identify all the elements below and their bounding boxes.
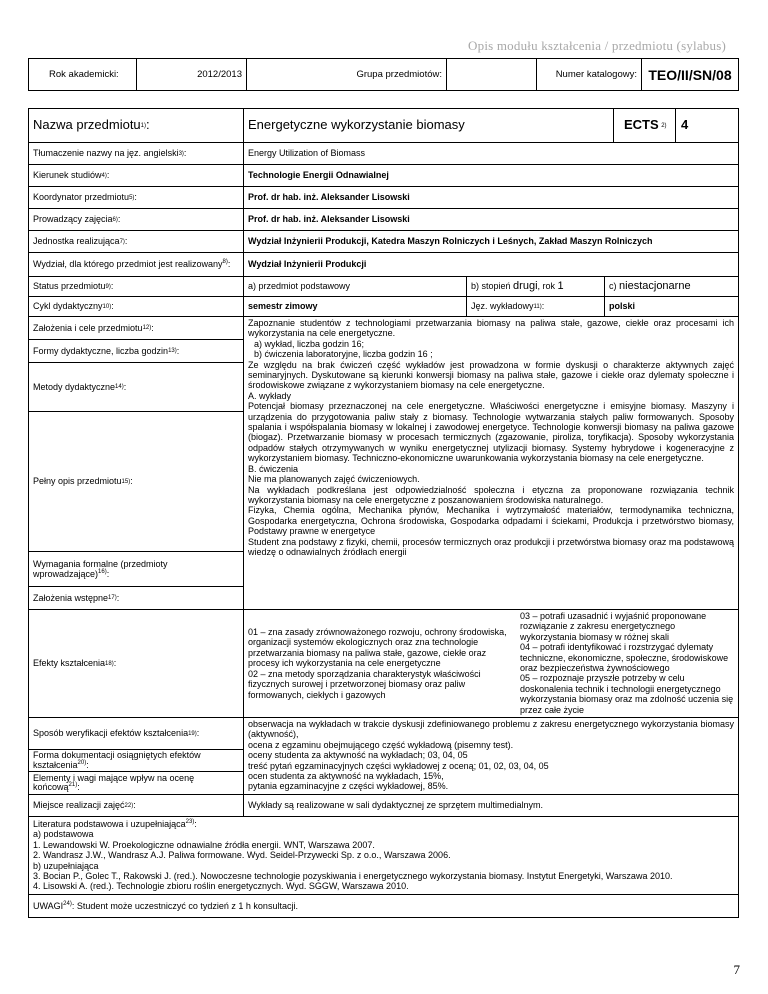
- metody-label: Metody dydaktyczne 14) :: [29, 363, 243, 412]
- zalozenia-wstepne-text: Student zna podstawy z fizyki, chemii, procesów termicznych oraz produkcji i przetwórstwa biomasy oraz ma podstawową wiedzę o odnawialnych źródłach energii: [248, 536, 734, 557]
- status-b: b) stopień drugi , rok 1: [467, 277, 605, 296]
- literatura-item-3: 3. Bocian P., Golec T., Rakowski J. (red.). Nowoczesne technologie pozyskiwania i energetycznego wykorzystania biomasy. Instytut Energetyki, Warszawa 2010.: [33, 871, 673, 882]
- cykl-value: semestr zimowy: [244, 297, 467, 316]
- opis-b-heading: B. ćwiczenia: [248, 463, 299, 474]
- group-value: [447, 59, 537, 90]
- miejsce-label: Miejsce realizacji zajęć 22) :: [29, 795, 244, 816]
- literatura-row: [29, 817, 738, 895]
- koordynator-label: Koordynator przedmiotu 5) :: [29, 187, 244, 208]
- description-block: [29, 317, 738, 610]
- year-value: 2012/2013: [137, 59, 247, 90]
- english-name-label: Tłumaczenie nazwy na jęz. angielski 3) :: [29, 143, 244, 164]
- kierunek-value: Technologie Energii Odnawialnej: [248, 170, 389, 181]
- forma-text: oceny studenta za aktywność na wykładach; 03, 04, 05: [248, 750, 468, 761]
- english-name-value: Energy Utilization of Biomass: [248, 148, 366, 159]
- uwagi-value: : Student może uczestniczyć co tydzień z 1 h konsultacji.: [71, 900, 298, 911]
- wydzial-row: [29, 253, 738, 277]
- miejsce-value: Wykłady są realizowane w sali dydaktycznej ze sprzętem multimedialnym.: [248, 800, 544, 811]
- jednostka-label: Jednostka realizująca 7) :: [29, 231, 244, 252]
- zalozenia-label: Założenia i cele przedmiotu 12) :: [29, 317, 243, 340]
- description-values: [244, 317, 738, 609]
- efekty-right: 03 – potrafi uzasadnić i wyjaśnić proponowane rozwiązanie z zakresu energetycznego wykorzystania biomasy w różnej skali 04 – potrafi identyfikować i rozstrzygać dylematy techniczne, ekonomiczne, społeczne, środowiskowe oraz bezpieczeństwa żywnościowego 05 – rozpoznaje przyszłe potrzeby w celu doskonalenia technik i technologii energetycznego wykorzystania biomasy oraz ma zdolność uczenia się przez całe życie: [520, 611, 734, 715]
- elementy-wagi-label: Elementy i wagi mające wpływ na ocenę końcową$^{21)}$:: [33, 772, 195, 792]
- prowadzacy-value: Prof. dr hab. inż. Aleksander Lisowski: [248, 214, 410, 225]
- zalozenia-wstepne-label: Założenia wstępne 17) :: [33, 592, 120, 603]
- ects-label: ECTS 2): [614, 109, 676, 142]
- literatura-b-heading: b) uzupełniająca: [33, 860, 99, 871]
- year-label: Rok akademicki:: [29, 59, 137, 90]
- document-header-title: Opis modułu kształcenia / przedmiotu (sylabus): [468, 38, 726, 53]
- jez-label: Jęz. wykładowy 11) :: [467, 297, 605, 316]
- verification-labels: [29, 718, 244, 794]
- verification-block: [29, 718, 738, 795]
- verification-values: [244, 718, 738, 794]
- cykl-row: [29, 297, 738, 317]
- literatura-item-1: 1. Lewandowski W. Proekologiczne odnawialne źródła energii. WNT, Warszawa 2007.: [33, 839, 375, 850]
- jednostka-value: Wydział Inżynierii Produkcji, Katedra Maszyn Rolniczych i Leśnych, Zakład Maszyn Rolniczych: [248, 236, 653, 247]
- wydzial-label: Wydział, dla którego przedmiot jest realizowany$^{8)}$:: [29, 253, 244, 276]
- description-labels: [29, 317, 244, 609]
- literatura-item-4: 4. Lisowski A. (red.). Technologie zbioru roślin energetycznych. Wyd. SGGW, Warszawa 2010.: [33, 881, 409, 892]
- wymagania-text: Fizyka, Chemia ogólna, Mechanika płynów, Mechanika i wytrzymałość materiałów, termodynamika techniczna, Gospodarka energetyczna, Ochrona środowiska, Gospodarka odpadami i ściekami, Produkcja i przetwórstwo biomasy, Podstawy prawne w energetyce: [248, 505, 734, 537]
- efekty-label: Efekty kształcenia 18) :: [29, 610, 244, 717]
- elementy-text: ocen studenta za aktywność na wykładach, 15%,: [248, 771, 444, 782]
- forma-dokumentacji-label: Forma dokumentacji osiągniętych efektów kształcenia$^{20)}$:: [29, 750, 243, 772]
- literatura-label: Literatura podstawowa i uzupełniająca$^{23)}$:: [33, 819, 197, 829]
- status-c: c) niestacjonarne: [609, 280, 691, 293]
- formy-label: Formy dydaktyczne, liczba godzin 13) :: [29, 340, 243, 363]
- english-name-row: [29, 143, 738, 165]
- cykl-label: Cykl dydaktyczny 10) :: [29, 297, 244, 316]
- prowadzacy-label: Prowadzący zajęcia 6) :: [29, 209, 244, 230]
- pelny-opis-label: Pełny opis przedmiotu 15) :: [29, 412, 243, 552]
- status-row: [29, 277, 738, 297]
- koordynator-row: [29, 187, 738, 209]
- zalozenia-text: Zapoznanie studentów z technologiami przetwarzania biomasy na paliwa stałe, gazowe, ciekłe oraz procesami ich wykorzystania na cele energetyczne.: [248, 318, 734, 339]
- literatura-item-2: 2. Wandrasz J.W., Wandrasz A.J. Paliwa formowane. Wyd. Seidel-Przywecki Sp. z o.o., Warszawa 2006.: [33, 850, 451, 861]
- opis-b-text: Nie ma planowanych zajęć ćwiczeniowych.: [248, 474, 420, 485]
- literatura-a-heading: a) podstawowa: [33, 829, 94, 840]
- sposob-text: obserwacja na wykładach w trakcie dyskusji zdefiniowanego problemu z zakresu energetycznego wykorzystania biomasy (aktywność),: [248, 719, 734, 740]
- sposob-weryfikacji-label: Sposób weryfikacji efektów kształcenia 19) :: [29, 718, 243, 750]
- uwagi-label: UWAGI$^{24)}$: [33, 900, 72, 911]
- catalog-number: TEO/II/SN/08: [648, 66, 732, 83]
- course-name-value: Energetyczne wykorzystanie biomasy: [244, 109, 614, 142]
- catalog-topbar: [28, 58, 739, 91]
- metody-text: Ze względu na brak ćwiczeń część wykładów jest prowadzona w formie dyskusji o charakterze aktywnych zajęć seminaryjnych. Dyskutowane są kierunki konwersji biomasy na paliwa stałe, gazowe i ciekłe oraz dylematy społeczne i środowiskowe związane z wykorzystaniem biomasy na cele energetyczne.: [248, 359, 734, 391]
- status-label: Status przedmiotu 9) :: [29, 277, 244, 296]
- elementy-text-2: pytania egzaminacyjne z części wykładowej, 85%.: [248, 781, 449, 792]
- course-name-row: [29, 109, 738, 143]
- page-number: 7: [733, 962, 740, 977]
- syllabus-table: [28, 108, 739, 918]
- efekty-left: 01 – zna zasady zrównoważonego rozwoju, ochrony środowiska, organizacji systemów ekologicznych oraz zna technologie przetwarzania biomasy na paliwa stałe, gazowe, ciekłe oraz procesy ich wykorzystania na cele energetyczne 02 – zna metody sporządzania charakterystyk właściwości fizycznych surowej i przetworzonej biomasy oraz paliw formowanych, ciekłych i gazowych: [248, 627, 507, 700]
- formy-item-a: a) wykład, liczba godzin 16;: [254, 338, 365, 349]
- catalog-label: Numer katalogowy:: [537, 59, 642, 90]
- prowadzacy-row: [29, 209, 738, 231]
- efekty-row: [29, 610, 738, 718]
- uwagi-row: [29, 895, 738, 917]
- sposob-text-2: ocena z egzaminu obejmującego część wykładową (pisemny test).: [248, 739, 514, 750]
- forma-text-2: treść pytań egzaminacyjnych części wykładowej z oceną; 01, 02, 03, 04, 05: [248, 760, 549, 771]
- group-label: Grupa przedmiotów:: [247, 59, 447, 90]
- course-name-label: Nazwa przedmiotu 1) :: [29, 109, 244, 142]
- miejsce-row: [29, 795, 738, 817]
- opis-a-heading: A. wykłady: [248, 390, 292, 401]
- opis-a-text: Potencjał biomasy przeznaczonej na cele energetyczne. Właściwości energetyczne i emisyjne biomasy. Maszyny i urządzenia do przygotowania paliw stały z biomasy. Technologie wytwarzania stałych paliw formowanych. Sposoby spalania i współspalania biomasy w lokalnej i zawodowej energetyce. Technologie konwersji biomasy na paliwa gazowe (biogaz). Przetwarzanie biomasy w procesach termicznych (zgazowanie, piroliza, toryfikacja). Sposoby wykorzystania odpadów stałych otrzymywanych w wyniku energetycznej utylizacji biomasy. Systemy hybrydowe i kogeneracyjne z wykorzystaniem biomasy. Techniczno-ekonomiczne uwarunkowania wykorzystania biomasy na cele energetyczne.: [248, 401, 734, 464]
- formy-item-b: b) ćwiczenia laboratoryjne, liczba godzin 16 ;: [254, 349, 433, 360]
- status-a: a) przedmiot podstawowy: [244, 277, 467, 296]
- wydzial-value: Wydział Inżynierii Produkcji: [248, 259, 367, 270]
- kierunek-label: Kierunek studiów 4) :: [29, 165, 244, 186]
- jez-value: polski: [609, 301, 636, 312]
- kierunek-row: [29, 165, 738, 187]
- ects-value: 4: [681, 117, 689, 133]
- wymagania-label: Wymagania formalne (przedmioty wprowadzające)$^{16)}$:: [29, 552, 243, 587]
- opis-c-text: Na wykładach podkreślana jest odpowiedzialność społeczna i etyczna za proponowane rozwiązania technik wykorzystania biomasy na cele energetyczne z poszanowaniem środowiska naturalnego.: [248, 484, 734, 505]
- jednostka-row: [29, 231, 738, 253]
- koordynator-value: Prof. dr hab. inż. Aleksander Lisowski: [248, 192, 410, 203]
